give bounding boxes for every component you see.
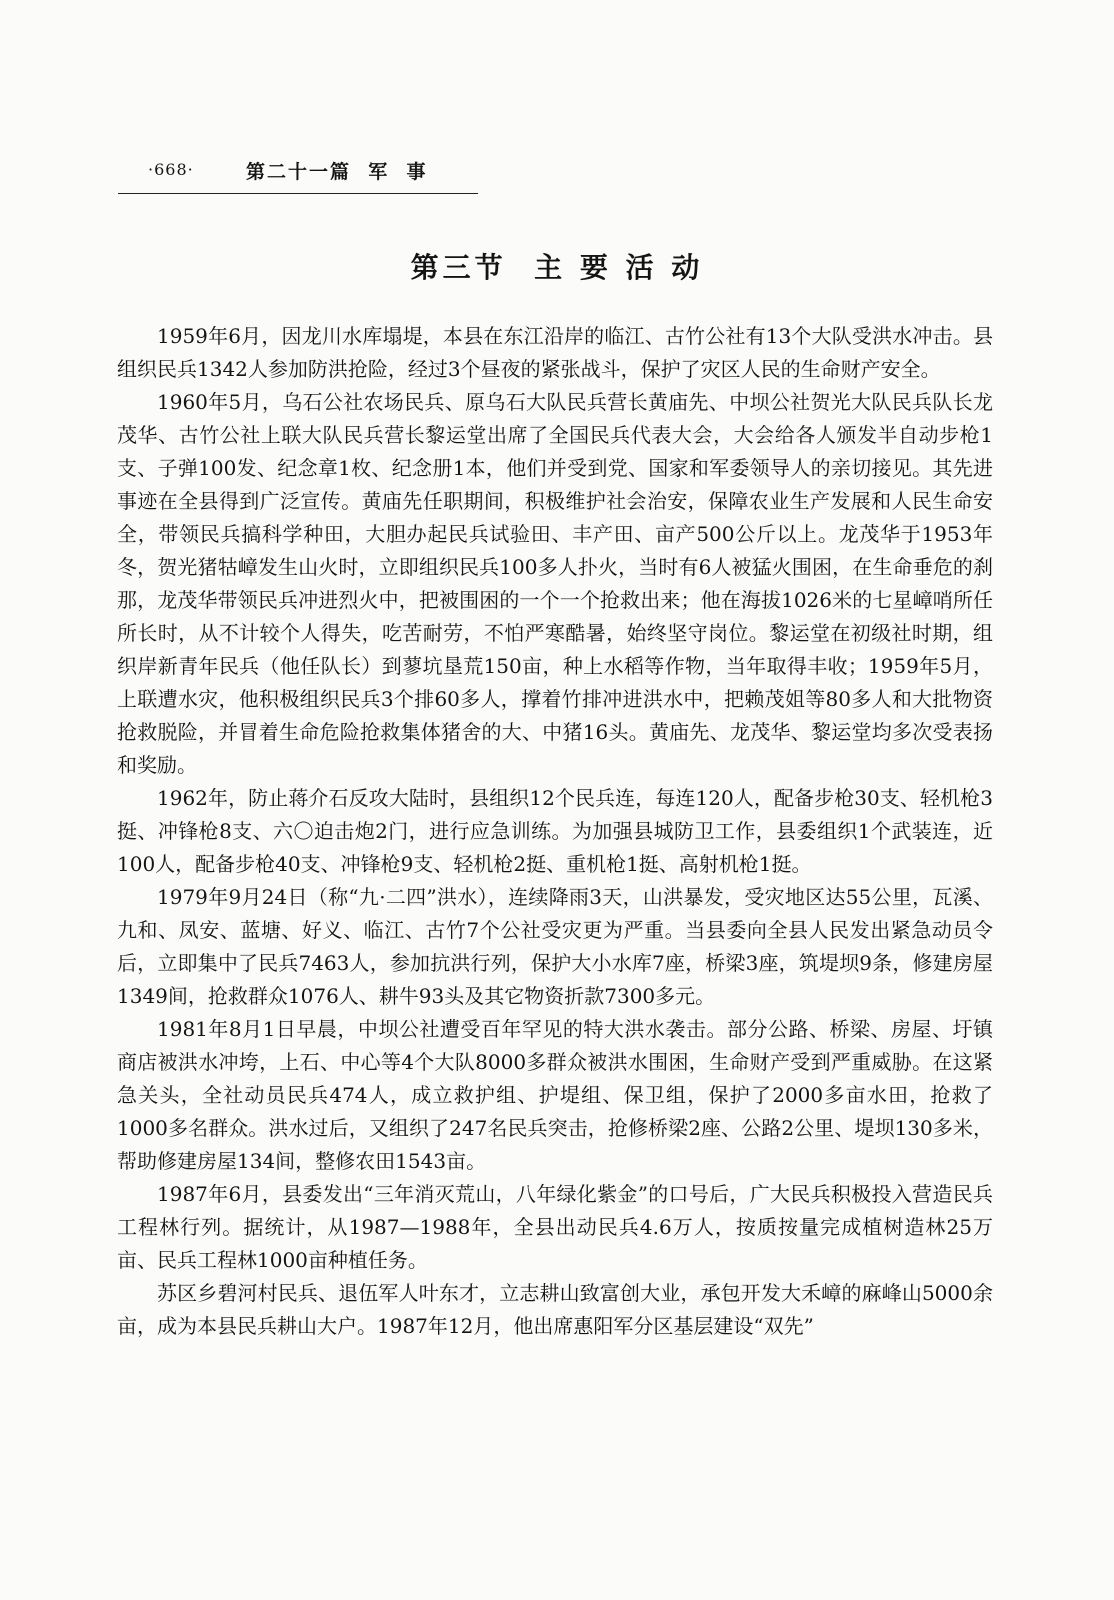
paragraph-1960-militia-congress: 1960年5月，乌石公社农场民兵、原乌石大队民兵营长黄庙先、中坝公社贺光大队民兵队长龙茂华、古竹公社上联大队民兵营长黎运堂出席了全国民兵代表大会，大会给各人颁发半自动步枪1支、子弹100发、纪念章1枚、纪念册1本，他们并受到党、国家和军委领导人的亲切接见。其先进事迹在全县得到广泛宣传。黄庙先任职期间，积极维护社会治安，保障农业生产发展和人民生命安全，带领民兵搞科学种田，大胆办起民兵试验田、丰产田、亩产500公斤以上。龙茂华于1953年冬，贺光猪牯嶂发生山火时，立即组织民兵100多人扑火，当时有6人被猛火围困，在生命垂危的刹那，龙茂华带领民兵冲进烈火中，把被围困的一个一个抢救出来；他在海拔1026米的七星嶂哨所任所长时，从不计较个人得失，吃苦耐劳，不怕严寒酷暑，始终坚守岗位。黎运堂在初级社时期，组织岸新青年民兵（他任队长）到蓼坑垦荒150亩，种上水稻等作物，当年取得丰收；1959年5月，上联遭水灾，他积极组织民兵3个排60多人，撑着竹排冲进洪水中，把赖茂姐等80多人和大批物资抢救脱险，并冒着生命危险抢救集体猪舍的大、中猪16头。黄庙先、龙茂华、黎运堂均多次受表扬和奖励。 [117, 390, 993, 777]
paragraph-ye-dongcai: 苏区乡碧河村民兵、退伍军人叶东才，立志耕山致富创大业，承包开发大禾嶂的麻峰山5000余亩，成为本县民兵耕山大户。1987年12月，他出席惠阳军分区基层建设“双先” [117, 1281, 993, 1338]
paragraph-1987-afforestation: 1987年6月，县委发出“三年消灭荒山，八年绿化紫金”的口号后，广大民兵积极投入营造民兵工程林行列。据统计，从1987—1988年，全县出动民兵4.6万人，按质按量完成植树造林25万亩、民兵工程林1000亩种植任务。 [117, 1182, 993, 1272]
section-title: 第三节 主 要 活 动 [410, 251, 704, 284]
page-number: ·668· [148, 160, 194, 179]
paragraph-1962-training: 1962年，防止蒋介石反攻大陆时，县组织12个民兵连，每连120人，配备步枪30支、轻机枪3挺、冲锋枪8支、六〇迫击炮2门，进行应急训练。为加强县城防卫工作，县委组织1个武装连，近100人，配备步枪40支、冲锋枪9支、轻机枪2挺、重机枪1挺、高射机枪1挺。 [117, 786, 993, 876]
paragraph-1981-flood: 1981年8月1日早晨，中坝公社遭受百年罕见的特大洪水袭击。部分公路、桥梁、房屋、圩镇商店被洪水冲垮，上石、中心等4个大队8000多群众被洪水围困，生命财产受到严重威胁。在这紧急关头，全社动员民兵474人，成立救护组、护堤组、保卫组，保护了2000多亩水田，抢救了1000多名群众。洪水过后，又组织了247名民兵突击，抢修桥梁2座、公路2公里、堤坝130多米，帮助修建房屋134间，整修农田1543亩。 [117, 1017, 993, 1173]
running-head [118, 155, 478, 194]
body-text [117, 320, 993, 1343]
part-title: 第二十一篇 军 事 [246, 161, 428, 183]
paragraph-1959-flood: 1959年6月，因龙川水库塌堤，本县在东江沿岸的临江、古竹公社有13个大队受洪水冲击。县组织民兵1342人参加防洪抢险，经过3个昼夜的紧张战斗，保护了灾区人民的生命财产安全。 [117, 324, 993, 381]
paragraph-1979-flood: 1979年9月24日（称“九·二四”洪水），连续降雨3天，山洪暴发，受灾地区达55公里，瓦溪、九和、凤安、蓝塘、好义、临江、古竹7个公社受灾更为严重。当县委向全县人民发出紧急动员令后，立即集中了民兵7463人，参加抗洪行列，保护大小水库7座，桥梁3座，筑堤坝9条，修建房屋1349间，抢救群众1076人、耕牛93头及其它物资折款7300多元。 [117, 885, 993, 1008]
